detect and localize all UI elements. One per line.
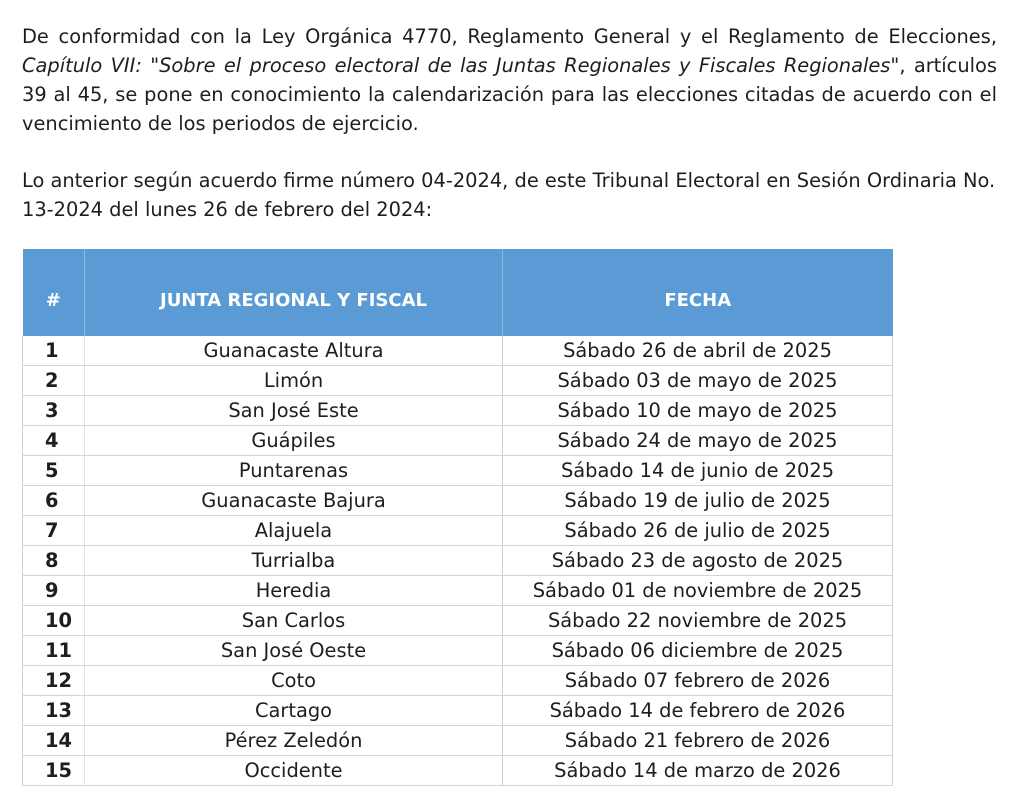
election-date: Sábado 26 de julio de 2025: [503, 516, 893, 546]
election-date: Sábado 26 de abril de 2025: [503, 336, 893, 366]
header-junta: JUNTA REGIONAL Y FISCAL: [85, 249, 503, 336]
table-row: [23, 426, 893, 456]
junta-name: San José Oeste: [85, 636, 503, 666]
election-date: Sábado 19 de julio de 2025: [503, 486, 893, 516]
table-row: [23, 726, 893, 756]
table-row: [23, 636, 893, 666]
elections-schedule-table: [22, 249, 892, 786]
row-number: 10: [23, 606, 85, 636]
junta-name: Occidente: [85, 756, 503, 786]
junta-name: Limón: [85, 366, 503, 396]
intro-line-1: De conformidad con la Ley Orgánica 4770, Reglamento General y el Reglamento de Elecciones,: [22, 25, 997, 48]
row-number: 9: [23, 576, 85, 606]
row-number: 11: [23, 636, 85, 666]
election-date: Sábado 22 noviembre de 2025: [503, 606, 893, 636]
row-number: 13: [23, 696, 85, 726]
junta-name: Guanacaste Altura: [85, 336, 503, 366]
table-row: [23, 696, 893, 726]
junta-name: Coto: [85, 666, 503, 696]
election-date: Sábado 24 de mayo de 2025: [503, 426, 893, 456]
table-row: [23, 396, 893, 426]
junta-name: Puntarenas: [85, 456, 503, 486]
header-number: #: [23, 249, 85, 336]
election-date: Sábado 14 de marzo de 2026: [503, 756, 893, 786]
junta-name: Guápiles: [85, 426, 503, 456]
table-row: [23, 606, 893, 636]
chapter-reference: Capítulo VII: "Sobre el proceso electoral de las Juntas Regionales y Fiscales Regionales": [22, 54, 900, 77]
table-row: [23, 546, 893, 576]
election-date: Sábado 03 de mayo de 2025: [503, 366, 893, 396]
row-number: 4: [23, 426, 85, 456]
election-date: Sábado 21 febrero de 2026: [503, 726, 893, 756]
junta-name: Alajuela: [85, 516, 503, 546]
table-row: [23, 366, 893, 396]
intro-continuation: , artículos 39 al 45, se pone en conocimiento la calendarización para las elecciones citadas de acuerdo con el vencimiento de los periodos de ejercicio.: [22, 54, 997, 135]
junta-name: Pérez Zeledón: [85, 726, 503, 756]
header-date: FECHA: [503, 249, 893, 336]
row-number: 3: [23, 396, 85, 426]
row-number: 2: [23, 366, 85, 396]
junta-name: Heredia: [85, 576, 503, 606]
row-number: 14: [23, 726, 85, 756]
election-date: Sábado 07 febrero de 2026: [503, 666, 893, 696]
election-date: Sábado 06 diciembre de 2025: [503, 636, 893, 666]
election-date: Sábado 14 de junio de 2025: [503, 456, 893, 486]
table-row: [23, 456, 893, 486]
table-row: [23, 576, 893, 606]
row-number: 5: [23, 456, 85, 486]
row-number: 15: [23, 756, 85, 786]
junta-name: San José Este: [85, 396, 503, 426]
junta-name: Guanacaste Bajura: [85, 486, 503, 516]
intro-paragraph: [22, 22, 997, 138]
table-row: [23, 336, 893, 366]
junta-name: Turrialba: [85, 546, 503, 576]
row-number: 12: [23, 666, 85, 696]
table-row: [23, 486, 893, 516]
junta-name: Cartago: [85, 696, 503, 726]
table-header-row: [23, 249, 893, 336]
election-date: Sábado 01 de noviembre de 2025: [503, 576, 893, 606]
table-row: [23, 756, 893, 786]
election-date: Sábado 23 de agosto de 2025: [503, 546, 893, 576]
table-row: [23, 666, 893, 696]
election-date: Sábado 10 de mayo de 2025: [503, 396, 893, 426]
row-number: 1: [23, 336, 85, 366]
election-date: Sábado 14 de febrero de 2026: [503, 696, 893, 726]
junta-name: San Carlos: [85, 606, 503, 636]
row-number: 6: [23, 486, 85, 516]
table-row: [23, 516, 893, 546]
row-number: 7: [23, 516, 85, 546]
agreement-paragraph: Lo anterior según acuerdo firme número 04-2024, de este Tribunal Electoral en Sesión Ordinaria No. 13-2024 del lunes 26 de febrero del 2024:: [22, 169, 996, 221]
row-number: 8: [23, 546, 85, 576]
